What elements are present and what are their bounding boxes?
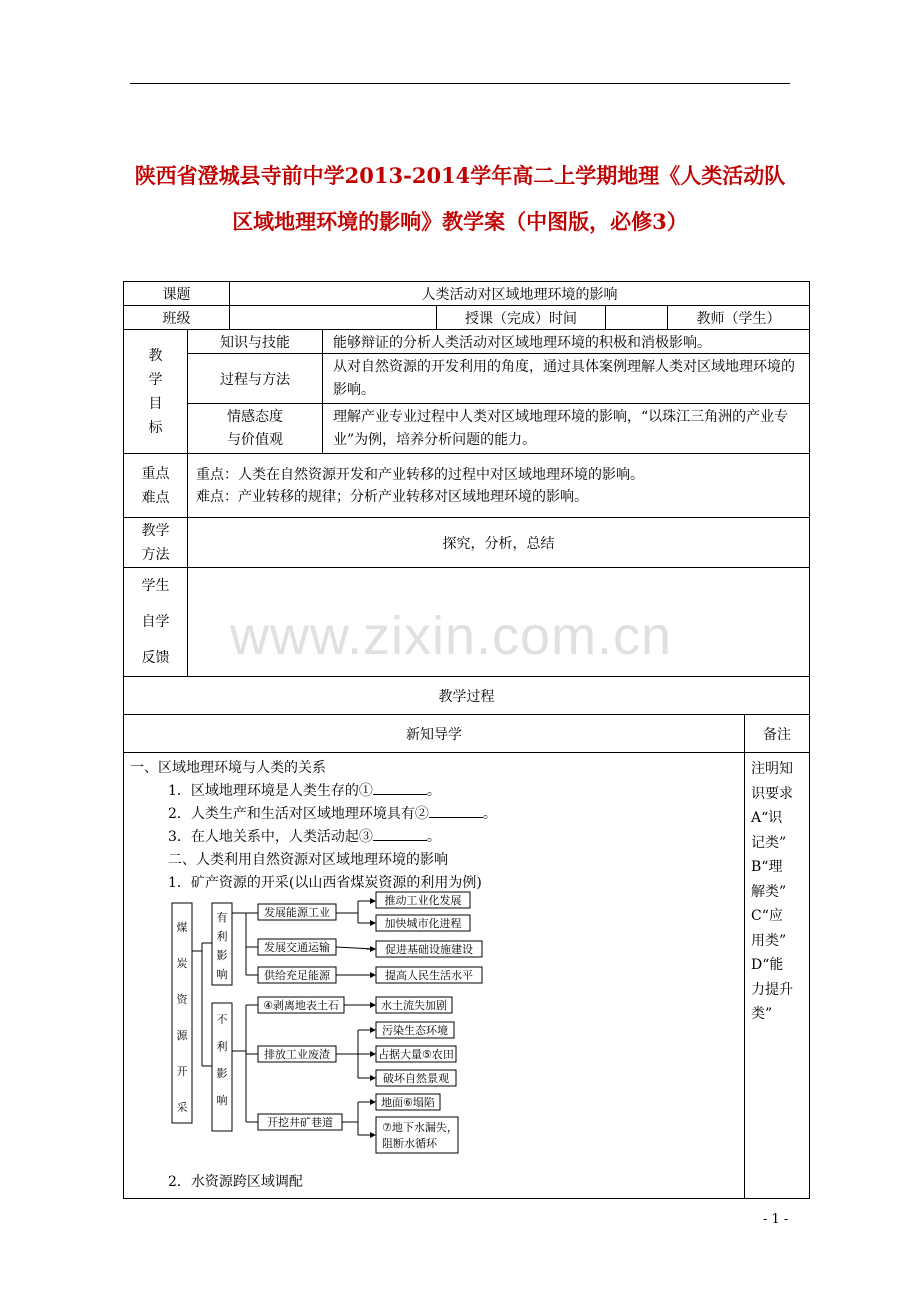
diagram-neg-result: 水土流失加剧 bbox=[381, 999, 447, 1012]
goals-label: 教 学 目 标 bbox=[124, 330, 188, 454]
time-label: 授课（完成）时间 bbox=[437, 306, 606, 330]
note-line: 用类” bbox=[751, 932, 787, 949]
diagram-neg-item: ④剥离地表土石 bbox=[263, 999, 339, 1012]
watermark: www.zixin.com.cn bbox=[230, 606, 673, 666]
topic-value: 人类活动对区域地理环境的影响 bbox=[230, 282, 810, 306]
note-line: 力提升 bbox=[751, 981, 793, 998]
notes-column bbox=[745, 753, 810, 1199]
diagram-pos-item: 供给充足能源 bbox=[264, 969, 330, 982]
note-line: 记类” bbox=[751, 834, 787, 851]
col-header-guide: 新知导学 bbox=[124, 715, 745, 753]
diagram-neg-result: 污染生态环境 bbox=[382, 1024, 448, 1037]
page-number: - 1 - bbox=[763, 1212, 789, 1227]
guide-content bbox=[124, 753, 745, 1199]
diagram-pos-item: 发展能源工业 bbox=[264, 906, 330, 919]
diagram-positive: 有利影响 bbox=[216, 911, 228, 981]
difficult-point: 难点：产业转移的规律；分析产业转移对区域地理环境的影响。 bbox=[196, 488, 588, 505]
process-title: 教学过程 bbox=[124, 677, 810, 715]
goal-name-knowledge: 知识与技能 bbox=[188, 330, 323, 354]
diagram-neg-result: 破坏自然景观 bbox=[383, 1072, 449, 1085]
goal-name-attitude: 情感态度 与价值观 bbox=[188, 404, 323, 454]
time-value bbox=[606, 306, 668, 330]
diagram-neg-result: 阻断水循环 bbox=[382, 1137, 437, 1150]
item-5: 2．水资源跨区域调配 bbox=[168, 1174, 303, 1190]
goal-name-process: 过程与方法 bbox=[188, 354, 323, 404]
note-line: C“应 bbox=[751, 908, 783, 924]
diagram-negative: 不利影响 bbox=[216, 1013, 228, 1107]
class-value bbox=[230, 306, 437, 330]
diagram-neg-result: ⑦地下水漏失， bbox=[382, 1121, 458, 1134]
blank-2[interactable] bbox=[429, 803, 483, 818]
diagram-neg-result: 占据大量⑤农田 bbox=[378, 1048, 454, 1061]
note-line: 类” bbox=[751, 1006, 773, 1022]
diagram-pos-result: 促进基础设施建设 bbox=[385, 943, 473, 956]
note-line: 解类” bbox=[751, 883, 787, 900]
diagram-pos-result: 推动工业化发展 bbox=[384, 894, 462, 907]
feedback-label: 学生 自学 反馈 bbox=[124, 568, 188, 677]
note-line: A“识 bbox=[751, 810, 783, 826]
goal-text-attitude: 理解产业专业过程中人类对区域地理环境的影响，“以珠江三角洲的产业专业”为例，培养分析问题的能力。 bbox=[323, 404, 810, 454]
diagram-root: 煤炭资源开采 bbox=[176, 921, 188, 1114]
section-1-heading: 一、区域地理环境与人类的关系 bbox=[130, 760, 326, 776]
diagram-pos-result: 提高人民生活水平 bbox=[385, 969, 473, 982]
item-2: 2．人类生产和生活对区域地理环境具有② 。 bbox=[130, 803, 738, 826]
note-line: D“能 bbox=[751, 957, 784, 973]
item-4: 1．矿产资源的开采(以山西省煤炭资源的利用为例) bbox=[168, 875, 482, 891]
goal-text-process: 从对自然资源的开发利用的角度，通过具体案例理解人类对区域地理环境的影响。 bbox=[323, 354, 810, 404]
header-rule bbox=[130, 83, 790, 84]
goal-text-knowledge: 能够辩证的分析人类活动对区域地理环境的积极和消极影响。 bbox=[323, 330, 810, 354]
lesson-plan-table bbox=[123, 281, 810, 1199]
blank-3[interactable] bbox=[373, 826, 427, 841]
diagram-neg-item: 开挖井矿巷道 bbox=[267, 1116, 333, 1129]
diagram-neg-item: 排放工业废渣 bbox=[264, 1048, 330, 1061]
blank-1[interactable] bbox=[373, 780, 427, 795]
key-point: 重点：人类在自然资源开发和产业转移的过程中对区域地理环境的影响。 bbox=[196, 466, 644, 483]
document-title-line1: 陕西省澄城县寺前中学2013-2014学年高二上学期地理《人类活动队 bbox=[134, 163, 786, 188]
diagram-pos-result: 加快城市化进程 bbox=[384, 917, 462, 930]
note-line: B“理 bbox=[751, 859, 783, 875]
coal-mining-diagram bbox=[166, 894, 486, 1173]
key-points bbox=[188, 454, 810, 518]
section-2-heading: 二、人类利用自然资源对区域地理环境的影响 bbox=[168, 852, 448, 868]
col-header-notes: 备注 bbox=[745, 715, 810, 753]
note-line: 注明知 bbox=[751, 761, 793, 777]
item-1: 1．区域地理环境是人类生存的① 。 bbox=[130, 780, 738, 803]
item-3: 3．在人地关系中，人类活动起③ 。 bbox=[130, 826, 738, 849]
document-title-line2: 区域地理环境的影响》教学案（中图版，必修3） bbox=[232, 209, 688, 234]
note-line: 识要求 bbox=[751, 785, 793, 802]
diagram-pos-item: 发展交通运输 bbox=[264, 941, 330, 954]
class-label: 班级 bbox=[124, 306, 230, 330]
key-label: 重点 难点 bbox=[124, 454, 188, 518]
topic-label: 课题 bbox=[124, 282, 230, 306]
diagram-neg-result: 地面⑥塌陷 bbox=[381, 1096, 435, 1109]
method-label: 教学 方法 bbox=[124, 518, 188, 568]
teacher-label: 教师（学生） bbox=[668, 306, 810, 330]
method-value: 探究，分析，总结 bbox=[188, 518, 810, 568]
